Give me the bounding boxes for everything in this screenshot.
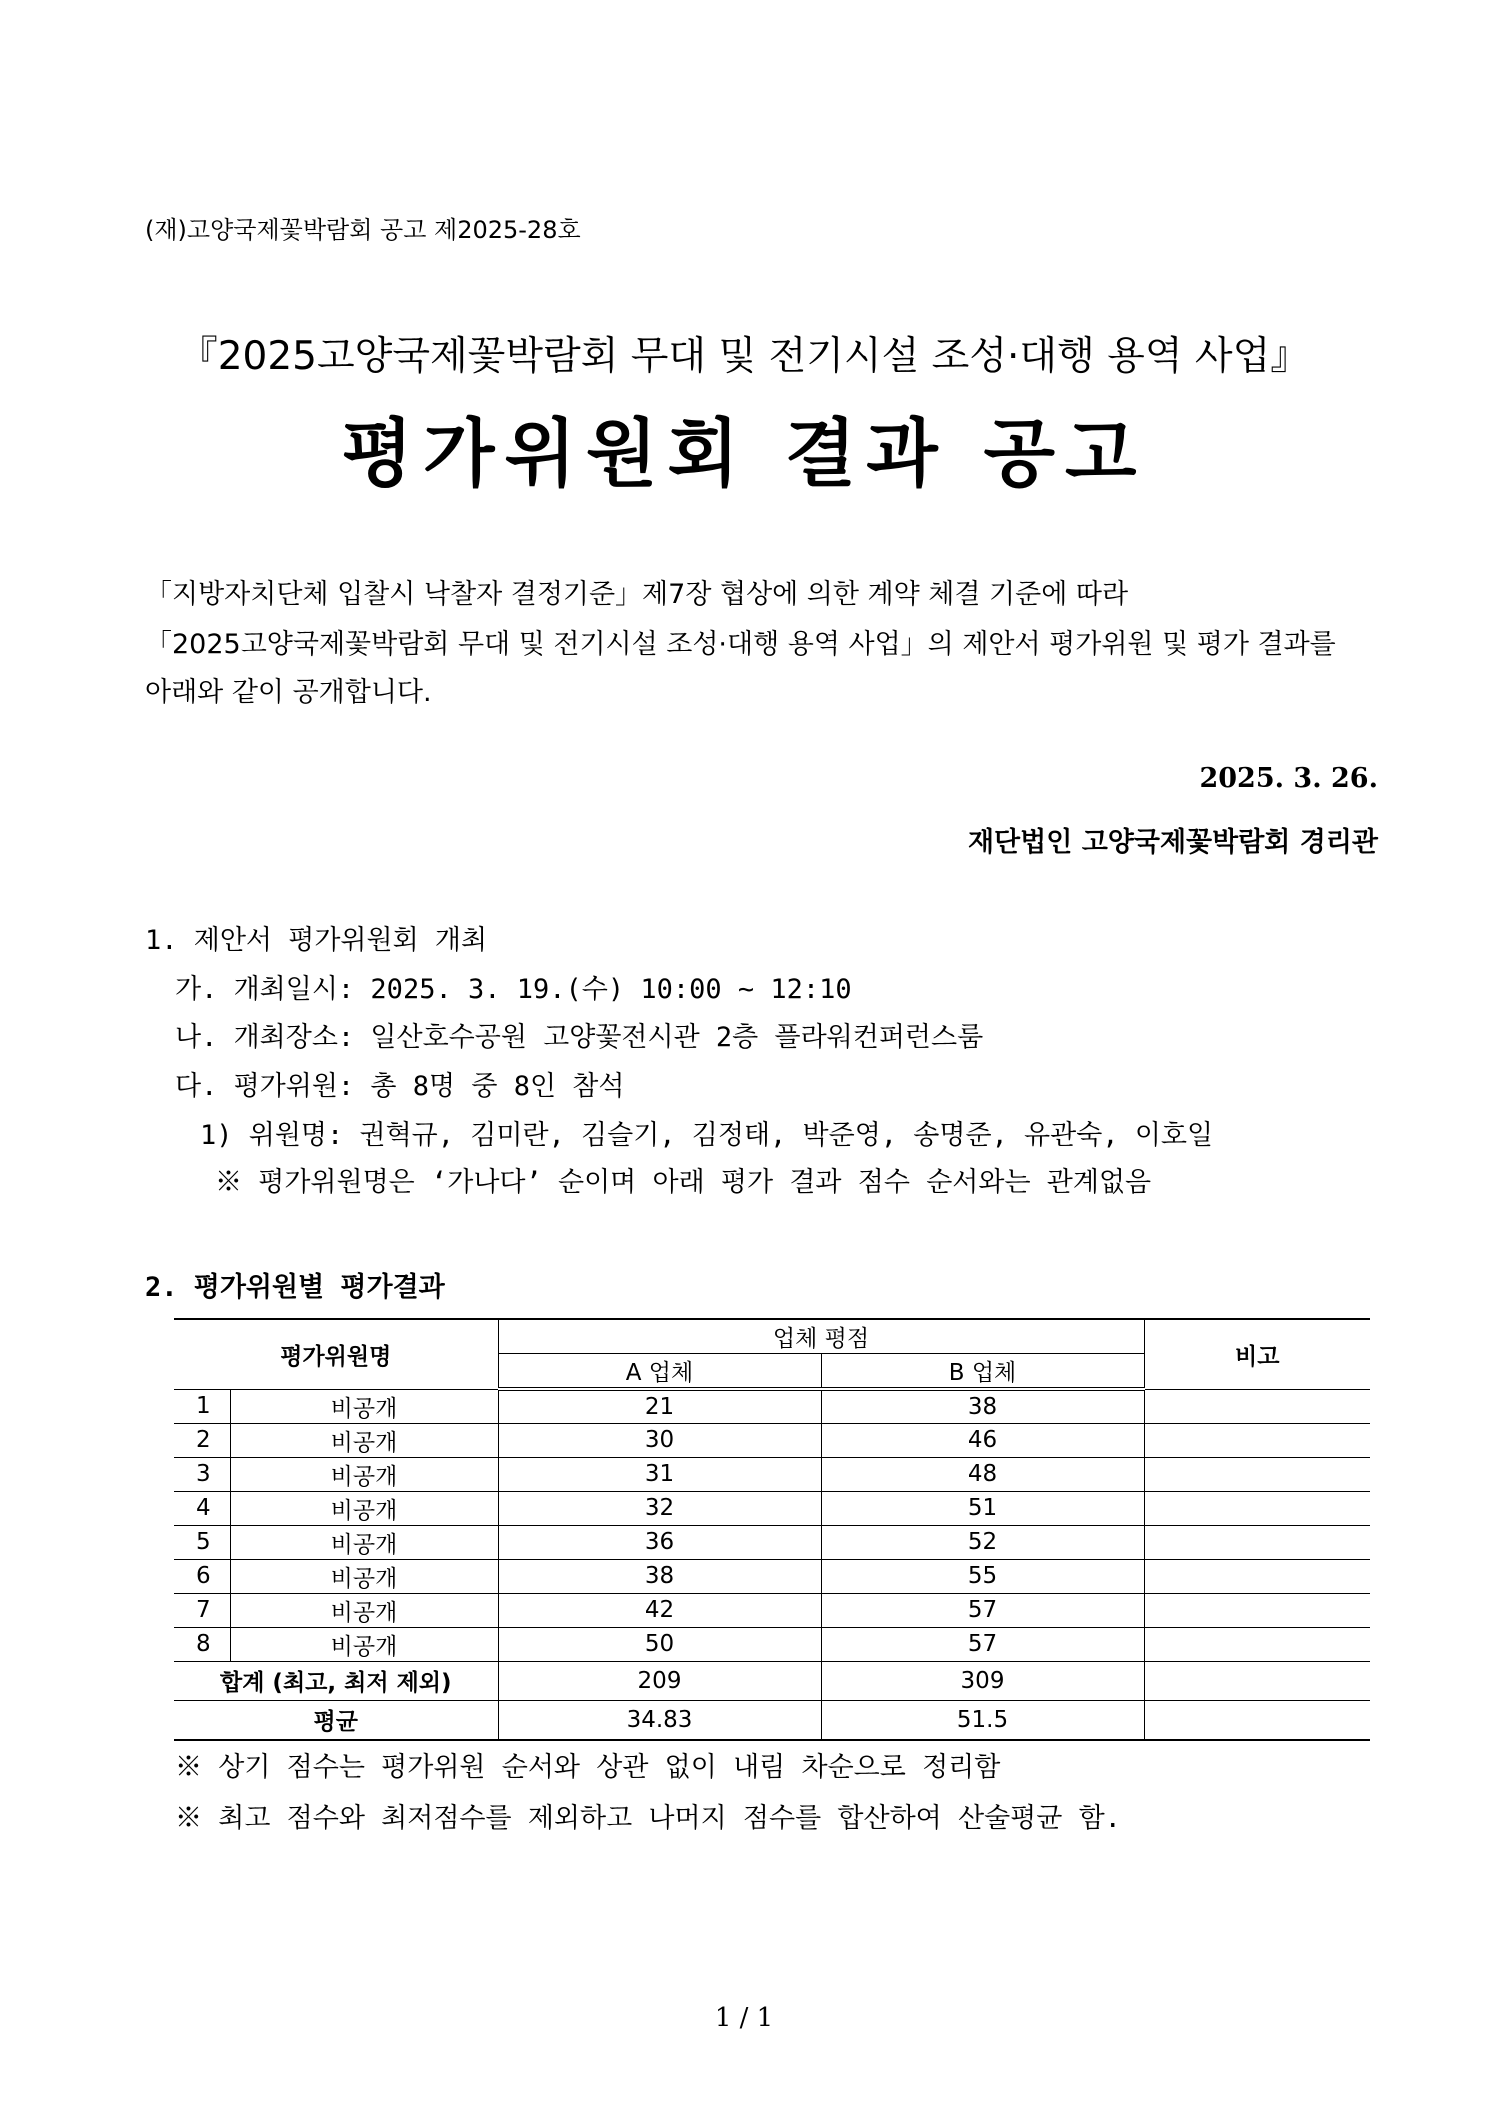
score-b: 46	[821, 1423, 1144, 1457]
table-row	[174, 1423, 1370, 1457]
row-number: 7	[174, 1593, 230, 1627]
meeting-location: 나. 개최장소: 일산호수공원 고양꽃전시관 2층 플라워컨퍼런스룸	[175, 1022, 984, 1053]
page-title: 평가위원회 결과 공고	[341, 411, 1147, 497]
row-number: 5	[174, 1525, 230, 1559]
remarks-cell	[1144, 1525, 1370, 1559]
score-a: 50	[498, 1627, 821, 1661]
remarks-cell	[1144, 1700, 1370, 1740]
table-row	[174, 1491, 1370, 1525]
score-a: 38	[498, 1559, 821, 1593]
evaluator-name: 비공개	[230, 1593, 498, 1627]
score-a: 21	[498, 1389, 821, 1423]
score-b: 52	[821, 1525, 1144, 1559]
row-number: 2	[174, 1423, 230, 1457]
row-number: 4	[174, 1491, 230, 1525]
notice-date: 2025. 3. 26.	[1199, 763, 1378, 794]
evaluator-name: 비공개	[230, 1423, 498, 1457]
score-b: 38	[821, 1389, 1144, 1423]
issuer: 재단법인 고양국제꽃박람회 경리관	[967, 827, 1378, 858]
evaluator-note: ※ 평가위원명은 ‘가나다’ 순이며 아래 평가 결과 점수 순서와는 관계없음	[215, 1167, 1152, 1198]
score-b: 57	[821, 1627, 1144, 1661]
table-header-row	[174, 1319, 1370, 1354]
meeting-datetime: 가. 개최일시: 2025. 3. 19.(수) 10:00 ~ 12:10	[175, 974, 852, 1005]
intro-line-1: 「지방자치단체 입찰시 낙찰자 결정기준」제7장 협상에 의한 계약 체결 기준에 따라	[145, 579, 1129, 610]
note-average: ※ 최고 점수와 최저점수를 제외하고 나머지 점수를 합산하여 산술평균 함.	[175, 1803, 1121, 1834]
remarks-cell	[1144, 1661, 1370, 1700]
remarks-cell	[1144, 1627, 1370, 1661]
table-row	[174, 1593, 1370, 1627]
notice-number: (재)고양국제꽃박람회 공고 제2025-28호	[145, 216, 581, 244]
evaluator-names: 1) 위원명: 권혁규, 김미란, 김슬기, 김정태, 박준영, 송명준, 유관숙, 이호일	[200, 1120, 1214, 1151]
sum-row	[174, 1661, 1370, 1700]
average-row	[174, 1700, 1370, 1740]
remarks-cell	[1144, 1457, 1370, 1491]
score-table	[174, 1318, 1370, 1741]
remarks-cell	[1144, 1593, 1370, 1627]
evaluator-name: 비공개	[230, 1457, 498, 1491]
intro-line-2: 「2025고양국제꽃박람회 무대 및 전기시설 조성·대행 용역 사업」의 제안서 평가위원 및 평가 결과를	[145, 629, 1336, 660]
score-a: 30	[498, 1423, 821, 1457]
header-company-b: B 업체	[821, 1354, 1144, 1390]
header-scores: 업체 평점	[498, 1319, 1144, 1354]
row-number: 3	[174, 1457, 230, 1491]
score-a: 36	[498, 1525, 821, 1559]
remarks-cell	[1144, 1559, 1370, 1593]
average-label: 평균	[174, 1700, 498, 1740]
score-b: 55	[821, 1559, 1144, 1593]
table-row	[174, 1457, 1370, 1491]
sum-label: 합계 (최고, 최저 제외)	[174, 1661, 498, 1700]
score-a: 32	[498, 1491, 821, 1525]
table-row	[174, 1559, 1370, 1593]
table-row	[174, 1389, 1370, 1423]
score-b: 51	[821, 1491, 1144, 1525]
evaluator-name: 비공개	[230, 1559, 498, 1593]
header-evaluator: 평가위원명	[174, 1319, 498, 1389]
intro-line-3: 아래와 같이 공개합니다.	[145, 677, 432, 708]
sum-a: 209	[498, 1661, 821, 1700]
row-number: 6	[174, 1559, 230, 1593]
page-number: 1 / 1	[714, 2003, 774, 2033]
evaluator-name: 비공개	[230, 1627, 498, 1661]
header-remarks: 비고	[1144, 1319, 1370, 1389]
note-sorting: ※ 상기 점수는 평가위원 순서와 상관 없이 내림 차순으로 정리함	[175, 1752, 1001, 1783]
evaluator-name: 비공개	[230, 1491, 498, 1525]
table-row	[174, 1627, 1370, 1661]
project-title: 『2025고양국제꽃박람회 무대 및 전기시설 조성·대행 용역 사업』	[178, 334, 1310, 379]
average-a: 34.83	[498, 1700, 821, 1740]
row-number: 1	[174, 1389, 230, 1423]
sum-b: 309	[821, 1661, 1144, 1700]
average-b: 51.5	[821, 1700, 1144, 1740]
score-a: 31	[498, 1457, 821, 1491]
remarks-cell	[1144, 1389, 1370, 1423]
table-row	[174, 1525, 1370, 1559]
section2-heading: 2. 평가위원별 평가결과	[145, 1272, 445, 1303]
score-a: 42	[498, 1593, 821, 1627]
remarks-cell	[1144, 1491, 1370, 1525]
score-b: 48	[821, 1457, 1144, 1491]
remarks-cell	[1144, 1423, 1370, 1457]
header-company-a: A 업체	[498, 1354, 821, 1390]
score-b: 57	[821, 1593, 1144, 1627]
evaluator-count: 다. 평가위원: 총 8명 중 8인 참석	[175, 1071, 625, 1102]
evaluator-name: 비공개	[230, 1389, 498, 1423]
row-number: 8	[174, 1627, 230, 1661]
section1-heading: 1. 제안서 평가위원회 개최	[145, 925, 488, 956]
evaluator-name: 비공개	[230, 1525, 498, 1559]
